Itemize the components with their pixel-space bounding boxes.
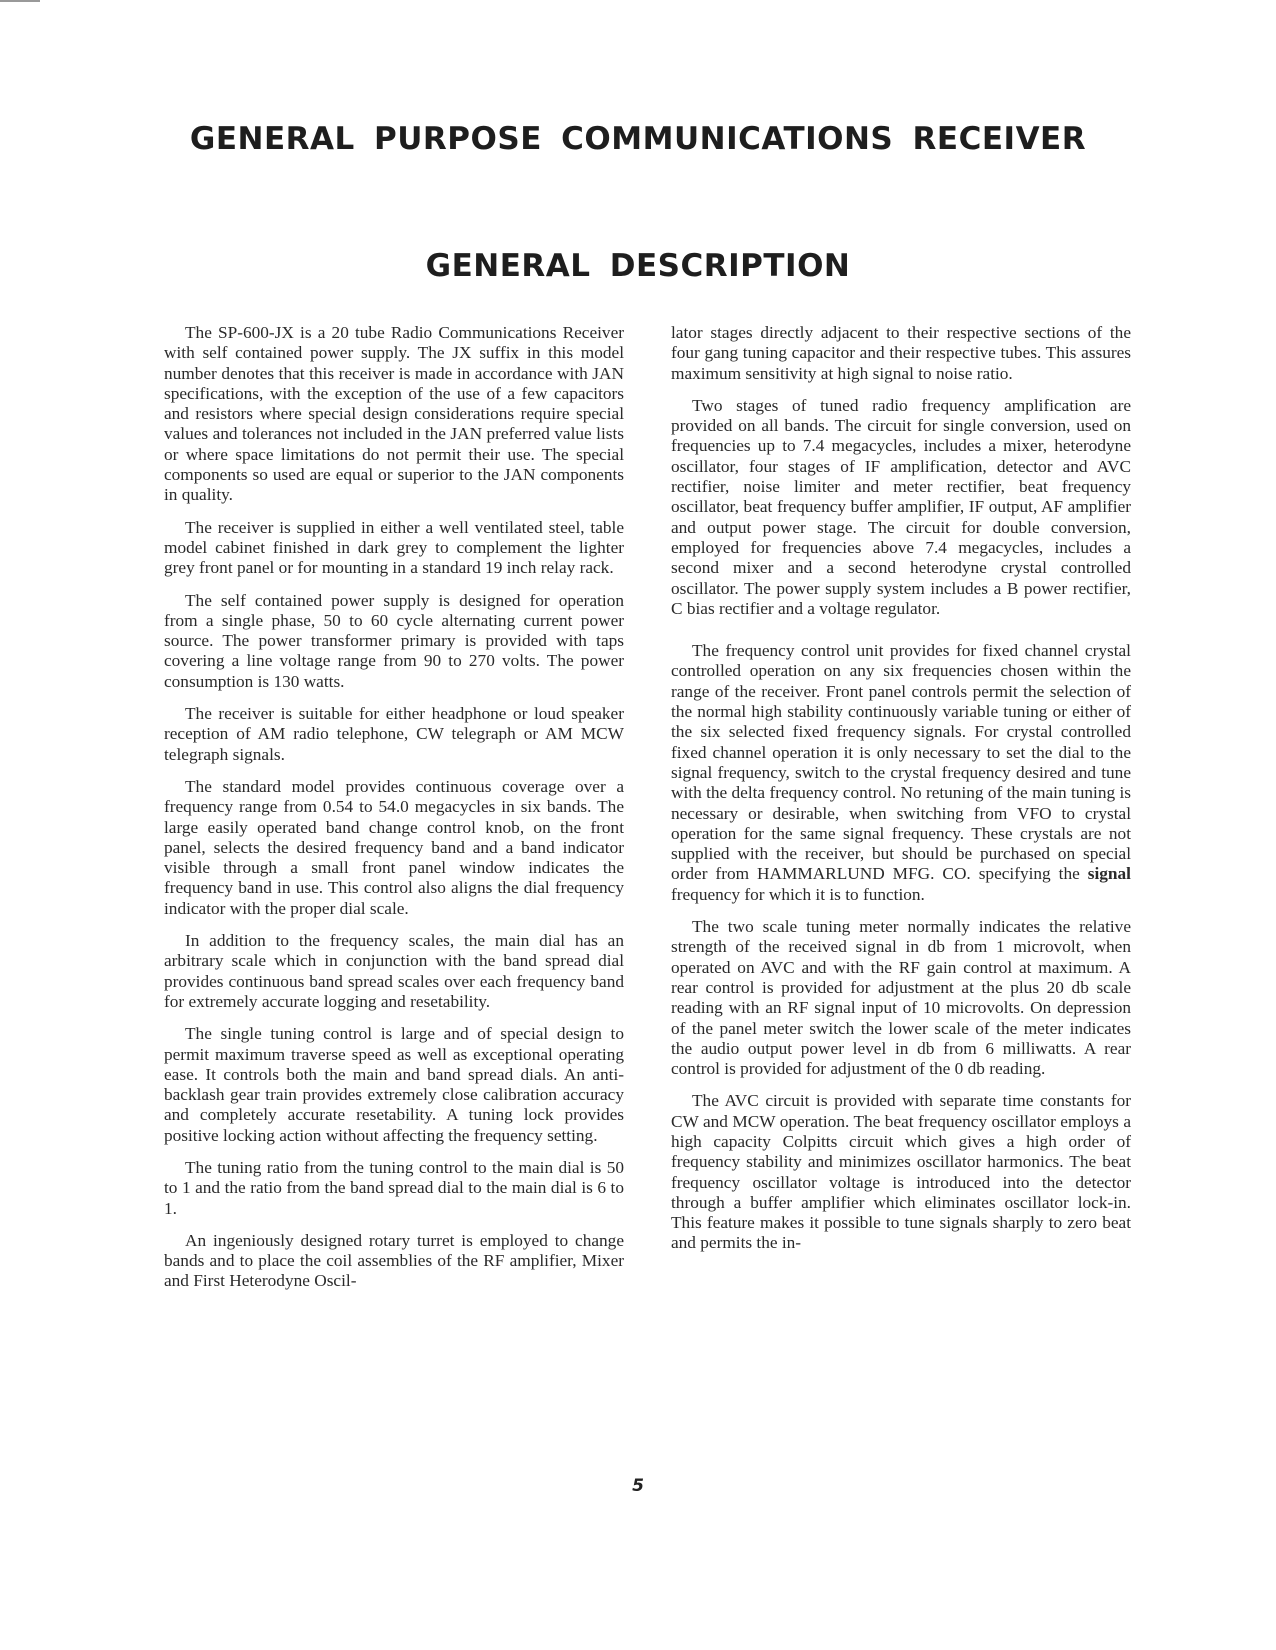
paragraph-text: The frequency control unit provides for fixed channel crystal controlled operation on any six frequencies chosen within the range of the receiver. Front panel controls permit the selection of the normal high stability continuously variable tuning or either of the six selected fixed frequency signals. For crystal controlled fixed channel operation it is only necessary to set the dial to the signal frequency, switch to the crystal frequency desired and tune with the delta frequency control. No retuning of the main tuning is necessary or desirable, when switching from VFO to crystal operation for the same signal frequency. These crystals are not supplied with the receiver, but should be purchased on special order from HAMMARLUND MFG. CO. specifying the	[671, 641, 1131, 884]
left-text-column	[164, 323, 624, 1304]
paragraph: The SP-600-JX is a 20 tube Radio Communications Receiver with self contained power supply. The JX suffix in this model number denotes that this receiver is made in accordance with JAN specifications, with the exception of the use of a few capacitors and resistors where special design considerations require special values and tolerances not included in the JAN preferred value lists or where space limitations do not permit their use. The special components so used are equal or superior to the JAN components in quality.	[164, 323, 624, 505]
section-heading: GENERAL DESCRIPTION	[425, 247, 851, 284]
paragraph: The two scale tuning meter normally indicates the relative strength of the received signal in db from 1 microvolt, when operated on AVC and with the RF gain control at maximum. A rear control is provided for adjustment at the plus 20 db scale reading with an RF signal input of 10 microvolts. On depression of the panel meter switch the lower scale of the meter indicates the audio output power level in db from 6 milliwatts. A rear control is provided for adjustment of the 0 db reading.	[671, 917, 1131, 1079]
paragraph: The standard model provides continuous coverage over a frequency range from 0.54 to 54.0 megacycles in six bands. The large easily operated band change control knob, on the front panel, selects the desired frequency band and a band indicator visible through a small front panel window indicates the frequency band in use. This control also aligns the dial frequency indicator with the proper dial scale.	[164, 776, 624, 918]
page-title: GENERAL PURPOSE COMMUNICATIONS RECEIVER	[189, 120, 1087, 157]
paragraph: An ingeniously designed rotary turret is employed to change bands and to place the coil assemblies of the RF amplifier, Mixer and First Heterodyne Oscil-	[164, 1230, 624, 1291]
paragraph: Two stages of tuned radio frequency amplification are provided on all bands. The circuit for single conversion, used on frequencies up to 7.4 megacycles, includes a mixer, heterodyne oscillator, four stages of IF amplification, detector and AVC rectifier, noise limiter and meter rectifier, beat frequency oscillator, beat frequency buffer amplifier, IF output, AF amplifier and output power stage. The circuit for double conversion, employed for frequencies above 7.4 megacycles, includes a second mixer and a second heterodyne crystal controlled oscillator. The power supply system includes a B power rectifier, C bias rectifier and a voltage regulator.	[671, 395, 1131, 618]
paragraph: lator stages directly adjacent to their respective sections of the four gang tuning capacitor and their respective tubes. This assures maximum sensitivity at high signal to noise ratio.	[671, 323, 1131, 383]
paragraph: The AVC circuit is provided with separate time constants for CW and MCW operation. The beat frequency oscillator employs a high capacity Colpitts circuit which gives a high order of frequency stability and minimizes oscillator harmonics. The beat frequency oscillator voltage is introduced into the detector through a buffer amplifier which eliminates oscillator lock-in. This feature makes it possible to tune signals sharply to zero beat and permits the in-	[671, 1091, 1131, 1253]
paragraph	[671, 641, 1131, 905]
scan-edge-mark	[0, 0, 40, 2]
paragraph: In addition to the frequency scales, the main dial has an arbitrary scale which in conjunction with the band spread dial provides continuous band spread scales over each frequency band for extremely accurate logging and resetability.	[164, 931, 624, 1011]
paragraph-text: frequency for which it is to function.	[671, 884, 925, 904]
paragraph: The receiver is suitable for either headphone or loud speaker reception of AM radio telephone, CW telegraph or AM MCW telegraph signals.	[164, 704, 624, 764]
paragraph: The self contained power supply is designed for operation from a single phase, 50 to 60 cycle alternating current power source. The power transformer primary is provided with taps covering a line voltage range from 90 to 270 volts. The power consumption is 130 watts.	[164, 590, 624, 691]
paragraph: The tuning ratio from the tuning control to the main dial is 50 to 1 and the ratio from the band spread dial to the main dial is 6 to 1.	[164, 1157, 624, 1218]
emphasis-text: signal	[1087, 864, 1131, 884]
paragraph: The single tuning control is large and of special design to permit maximum traverse speed as well as exceptional operating ease. It controls both the main and band spread dials. An anti-backlash gear train provides extremely close calibration accuracy and completely accurate resetability. A tuning lock provides positive locking action without affecting the frequency setting.	[164, 1024, 624, 1145]
page-number: 5	[632, 1476, 644, 1496]
paragraph: The receiver is supplied in either a well ventilated steel, table model cabinet finished in dark grey to complement the lighter grey front panel or for mounting in a standard 19 inch relay rack.	[164, 517, 624, 578]
right-text-column	[671, 323, 1131, 1266]
